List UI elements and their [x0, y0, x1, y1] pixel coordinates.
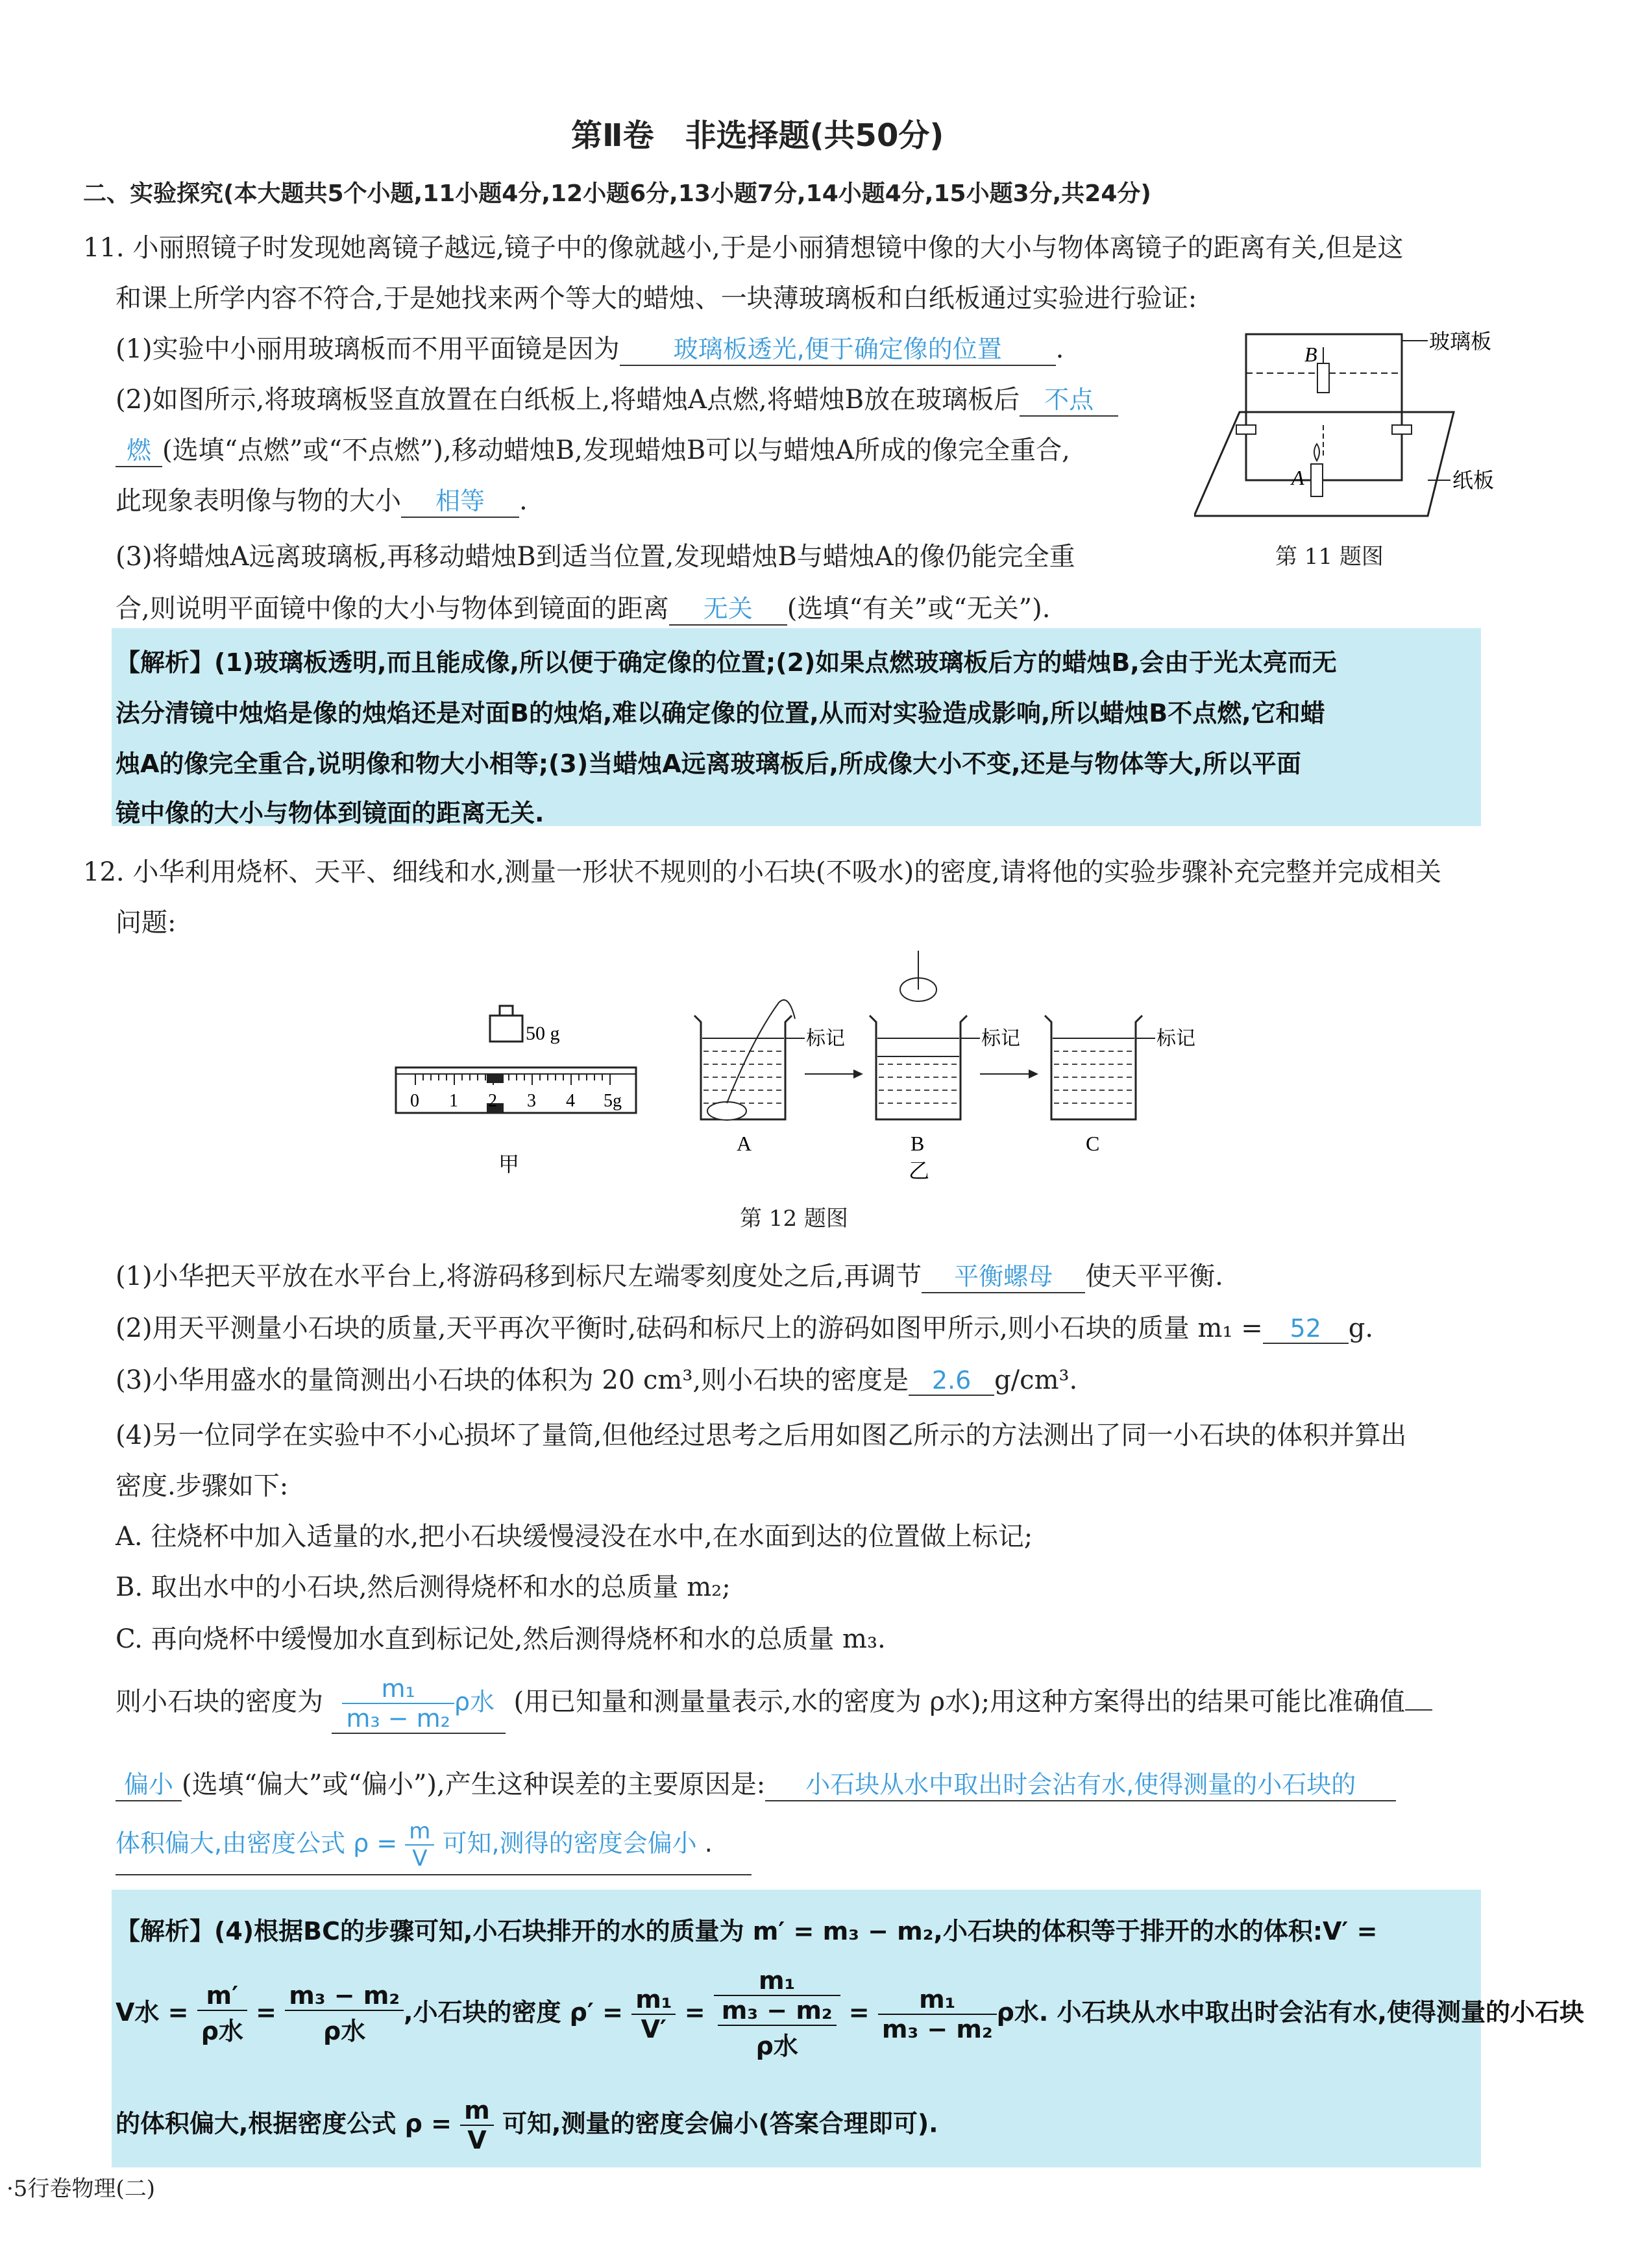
q11-fig-label-glass: 玻璃板: [1429, 329, 1492, 354]
q12-expl-frac2-den: ρ水: [323, 2017, 366, 2045]
q12-density-line: [116, 1674, 1432, 1734]
q11-explanation-line3: 烛A的像完全重合,说明像和物大小相等;(3)当蜡烛A远离玻璃板后,所成像大小不变,还是与物体等大,所以平面: [116, 750, 1301, 778]
q12-expl3-frac: [460, 2096, 494, 2154]
q12-expl-frac1-num: m′: [197, 1981, 247, 2011]
q12-part2-answer: 52: [1263, 1314, 1349, 1344]
q11-part3-end: (选填“有关”或“无关”).: [787, 594, 1051, 624]
q12-expl-frac4-den: [714, 1996, 840, 2062]
q12-part3: [116, 1360, 1077, 1396]
q12-reason-fraction: [405, 1818, 434, 1872]
q11-stem-line2: 和课上所学内容不符合,于是她找来两个等大的蜡烛、一块薄玻璃板和白纸板通过实验进行验证:: [116, 284, 1197, 313]
q12-expl-eq2: =: [684, 1998, 705, 2027]
q12-part2-end: g.: [1348, 1313, 1374, 1343]
q12-expl-frac2: [285, 1981, 404, 2047]
q12-figure: [389, 941, 1233, 1201]
q12-small-answer: 偏小: [116, 1764, 182, 1801]
q12-step-a: A. 往烧杯中加入适量的水,把小石块缓慢浸没在水中,在水面到达的位置做上标记;: [116, 1522, 1033, 1552]
q12-blank-tail: [1405, 1709, 1432, 1711]
q12-density-den: m₃ − m₂: [346, 1704, 450, 1733]
q11-part2-answer-a: 不点: [1020, 380, 1118, 417]
q11-part3-line2: [116, 588, 1050, 626]
q12-expl3-pre: 的体积偏大,根据密度公式 ρ =: [116, 2109, 452, 2138]
q12-expl-frac4: [714, 1966, 840, 2062]
q12-expl-eq3: =: [848, 1998, 870, 2027]
q12-expl-frac5-den: m₃ − m₂: [881, 2014, 993, 2043]
page-footer: ·5行卷物理(二): [6, 2176, 155, 2202]
q11-part3-answer: 无关: [669, 589, 787, 626]
q12-part4-line1: (4)另一位同学在实验中不小心损坏了量筒,但他经过思考之后用如图乙所示的方法测出了同一小石块的体积并算出: [116, 1421, 1407, 1450]
q12-expl-frac4-den-num: m₃ − m₂: [718, 1996, 837, 2026]
q12-expl-frac5-num: m₁: [878, 1985, 997, 2015]
q12-part3-answer: 2.6: [909, 1366, 994, 1396]
q12-expl-frac2-num: m₃ − m₂: [285, 1981, 404, 2011]
q12-reason-line2: [116, 1818, 752, 1875]
q12-expl-frac3: [631, 1985, 676, 2043]
q11-part1-end: .: [1055, 334, 1064, 364]
q11-part1: [116, 328, 1064, 366]
q11-part2-line2: [116, 430, 1070, 467]
q11-part2-end: .: [519, 486, 528, 516]
q12-expl-frac3-den: V′: [641, 2014, 667, 2043]
q12-density-fraction: [342, 1674, 454, 1733]
q11-part3-text: 合,则说明平面镜中像的大小与物体到镜面的距离: [116, 594, 669, 624]
q12-fig-weight: 50 g: [526, 1023, 560, 1044]
q12-fig-scale-2: 2: [488, 1091, 497, 1111]
q12-fig-yi: 乙: [909, 1158, 930, 1183]
q12-stem-line1: 12. 小华利用烧杯、天平、细线和水,测量一形状不规则的小石块(不吸水)的密度,请将他的实验步骤补充完整并完成相关: [83, 857, 1441, 887]
q12-reason-text: (选填“偏大”或“偏小”),产生这种误差的主要原因是:: [182, 1770, 766, 1799]
q11-explanation-line1: 【解析】(1)玻璃板透明,而且能成像,所以便于确定像的位置;(2)如果点燃玻璃板后方的蜡烛B,会由于光太亮而无: [116, 648, 1337, 677]
q12-reason-answer2b: 可知,测得的密度会偏小: [442, 1829, 697, 1858]
q12-expl-mid: ,小石块的密度 ρ′ =: [404, 1998, 623, 2027]
q11-explanation-line2: 法分清镜中烛焰是像的烛焰还是对面B的烛焰,难以确定像的位置,从而对实验造成影响,所以蜡烛B不点燃,它和蜡: [116, 699, 1325, 727]
q12-fig-mark-b: 标记: [981, 1027, 1020, 1050]
q11-part2-mid: (选填“点燃”或“不点燃”),移动蜡烛B,发现蜡烛B可以与蜡烛A所成的像完全重合,: [162, 435, 1070, 465]
q12-density-post: (用已知量和测量量表示,水的密度为 ρ水);用这种方案得出的结果可能比准确值: [513, 1687, 1406, 1717]
q12-fig-label-a: A: [737, 1132, 752, 1155]
q12-part1: [116, 1256, 1223, 1293]
q12-part3-text: (3)小华用盛水的量筒测出小石块的体积为 20 cm³,则小石块的密度是: [116, 1365, 909, 1395]
q11-explanation-line4: 镜中像的大小与物体到镜面的距离无关.: [116, 799, 544, 827]
q12-stem-line2: 问题:: [116, 908, 177, 938]
q12-expl-vw: V水 =: [116, 1998, 189, 2027]
q12-reason-line1: [116, 1764, 1396, 1801]
q12-fig-scale-3: 3: [527, 1091, 536, 1111]
q12-expl3-num: m: [460, 2096, 494, 2126]
section-heading: 二、实验探究(本大题共5个小题,11小题4分,12小题6分,13小题7分,14小题4分,15小题3分,共24分): [83, 180, 1151, 207]
q11-part2-text: (2)如图所示,将玻璃板竖直放置在白纸板上,将蜡烛A点燃,将蜡烛B放在玻璃板后: [116, 385, 1020, 415]
q12-reason-den: V: [412, 1846, 428, 1872]
q12-reason-answer1: 小石块从水中取出时会沾有水,使得测量的小石块的: [765, 1764, 1396, 1801]
q12-part1-text: (1)小华把天平放在水平台上,将游码移到标尺左端零刻度处之后,再调节: [116, 1262, 922, 1291]
q11-part3-line1: (3)将蜡烛A远离玻璃板,再移动蜡烛B到适当位置,发现蜡烛B与蜡烛A的像仍能完全重: [116, 542, 1075, 572]
q11-part1-text: (1)实验中小丽用玻璃板而不用平面镜是因为: [116, 334, 620, 364]
q12-expl-frac4-den-den: ρ水: [755, 2032, 798, 2060]
q11-figure-caption: 第 11 题图: [1275, 544, 1384, 570]
q12-expl-frac1-den: ρ水: [201, 2017, 243, 2045]
q12-fig-scale-1: 1: [449, 1091, 458, 1111]
q11-part2-line3: [116, 480, 528, 518]
q12-fig-label-b: B: [911, 1132, 925, 1155]
q12-expl-frac1: [197, 1981, 247, 2047]
q12-reason-end: .: [704, 1829, 713, 1858]
q12-density-num: m₁: [342, 1674, 454, 1704]
q12-step-b: B. 取出水中的小石块,然后测得烧杯和水的总质量 m₂;: [116, 1572, 731, 1602]
q12-density-rho: ρ水: [454, 1687, 495, 1716]
q12-density-answer: [332, 1674, 506, 1734]
q12-fig-mark-a: 标记: [806, 1027, 845, 1050]
q12-fig-jia: 甲: [498, 1152, 520, 1177]
q12-expl-frac3-num: m₁: [631, 1985, 676, 2015]
q12-fig-label-c: C: [1086, 1132, 1100, 1155]
q11-part2-line1: [116, 379, 1118, 417]
q12-part1-end: 使天平平衡.: [1085, 1262, 1223, 1291]
q12-figure-caption: 第 12 题图: [740, 1206, 848, 1232]
q12-expl3-post: 可知,测量的密度会偏小(答案合理即可).: [502, 2109, 938, 2138]
q12-part2-text: (2)用天平测量小石块的质量,天平再次平衡时,砝码和标尺上的游码如图甲所示,则小石块的质量 m₁ =: [116, 1313, 1263, 1343]
q11-stem-line1: 11. 小丽照镜子时发现她离镜子越远,镜子中的像就越小,于是小丽猜想镜中像的大小与物体离镜子的距离有关,但是这: [83, 233, 1404, 263]
q12-step-c: C. 再向烧杯中缓慢加水直到标记处,然后测得烧杯和水的总质量 m₃.: [116, 1624, 886, 1654]
q12-expl-frac4-num: m₁: [714, 1966, 840, 1996]
q12-density-text: 则小石块的密度为: [116, 1687, 323, 1717]
q11-part2-answer-b: 燃: [116, 430, 162, 467]
q12-fig-scale-5: 5g: [604, 1091, 622, 1111]
q12-explanation-line3: [116, 2096, 938, 2154]
q12-fig-mark-c: 标记: [1156, 1027, 1195, 1050]
q12-explanation-line2: [116, 1966, 1584, 2062]
q11-part2-line3-text: 此现象表明像与物的大小: [116, 486, 401, 516]
q12-part3-end: g/cm³.: [994, 1365, 1078, 1395]
q12-expl-frac5: [878, 1985, 997, 2043]
q11-figure: [1194, 321, 1506, 535]
q12-part4-line2: 密度.步骤如下:: [116, 1471, 289, 1501]
q11-part2-answer2: 相等: [401, 481, 519, 518]
q11-fig-label-board: 纸板: [1452, 468, 1495, 493]
q12-part2: [116, 1308, 1373, 1345]
q12-fig-scale-0: 0: [410, 1091, 419, 1111]
q12-fig-scale-4: 4: [566, 1091, 575, 1111]
q12-expl-tail: ρ水. 小石块从水中取出时会沾有水,使得测量的小石块: [996, 1998, 1584, 2027]
q11-fig-label-a: A: [1291, 466, 1304, 489]
q12-reason-answer2a: 体积偏大,由密度公式 ρ =: [116, 1829, 398, 1858]
q12-expl-eq: =: [256, 1998, 276, 2027]
page-title: 第Ⅱ卷 非选择题(共50分): [571, 117, 944, 154]
q11-fig-label-b: B: [1304, 343, 1317, 366]
q11-part1-answer: 玻璃板透光,便于确定像的位置: [620, 329, 1056, 366]
q12-reason-num: m: [405, 1818, 434, 1846]
q12-explanation-line1: 【解析】(4)根据BC的步骤可知,小石块排开的水的质量为 m′ = m₃ − m₂,小石块的体积等于排开的水的体积:V′ =: [116, 1917, 1378, 1945]
q12-expl3-den: V: [467, 2126, 487, 2154]
q12-part1-answer: 平衡螺母: [922, 1256, 1085, 1293]
